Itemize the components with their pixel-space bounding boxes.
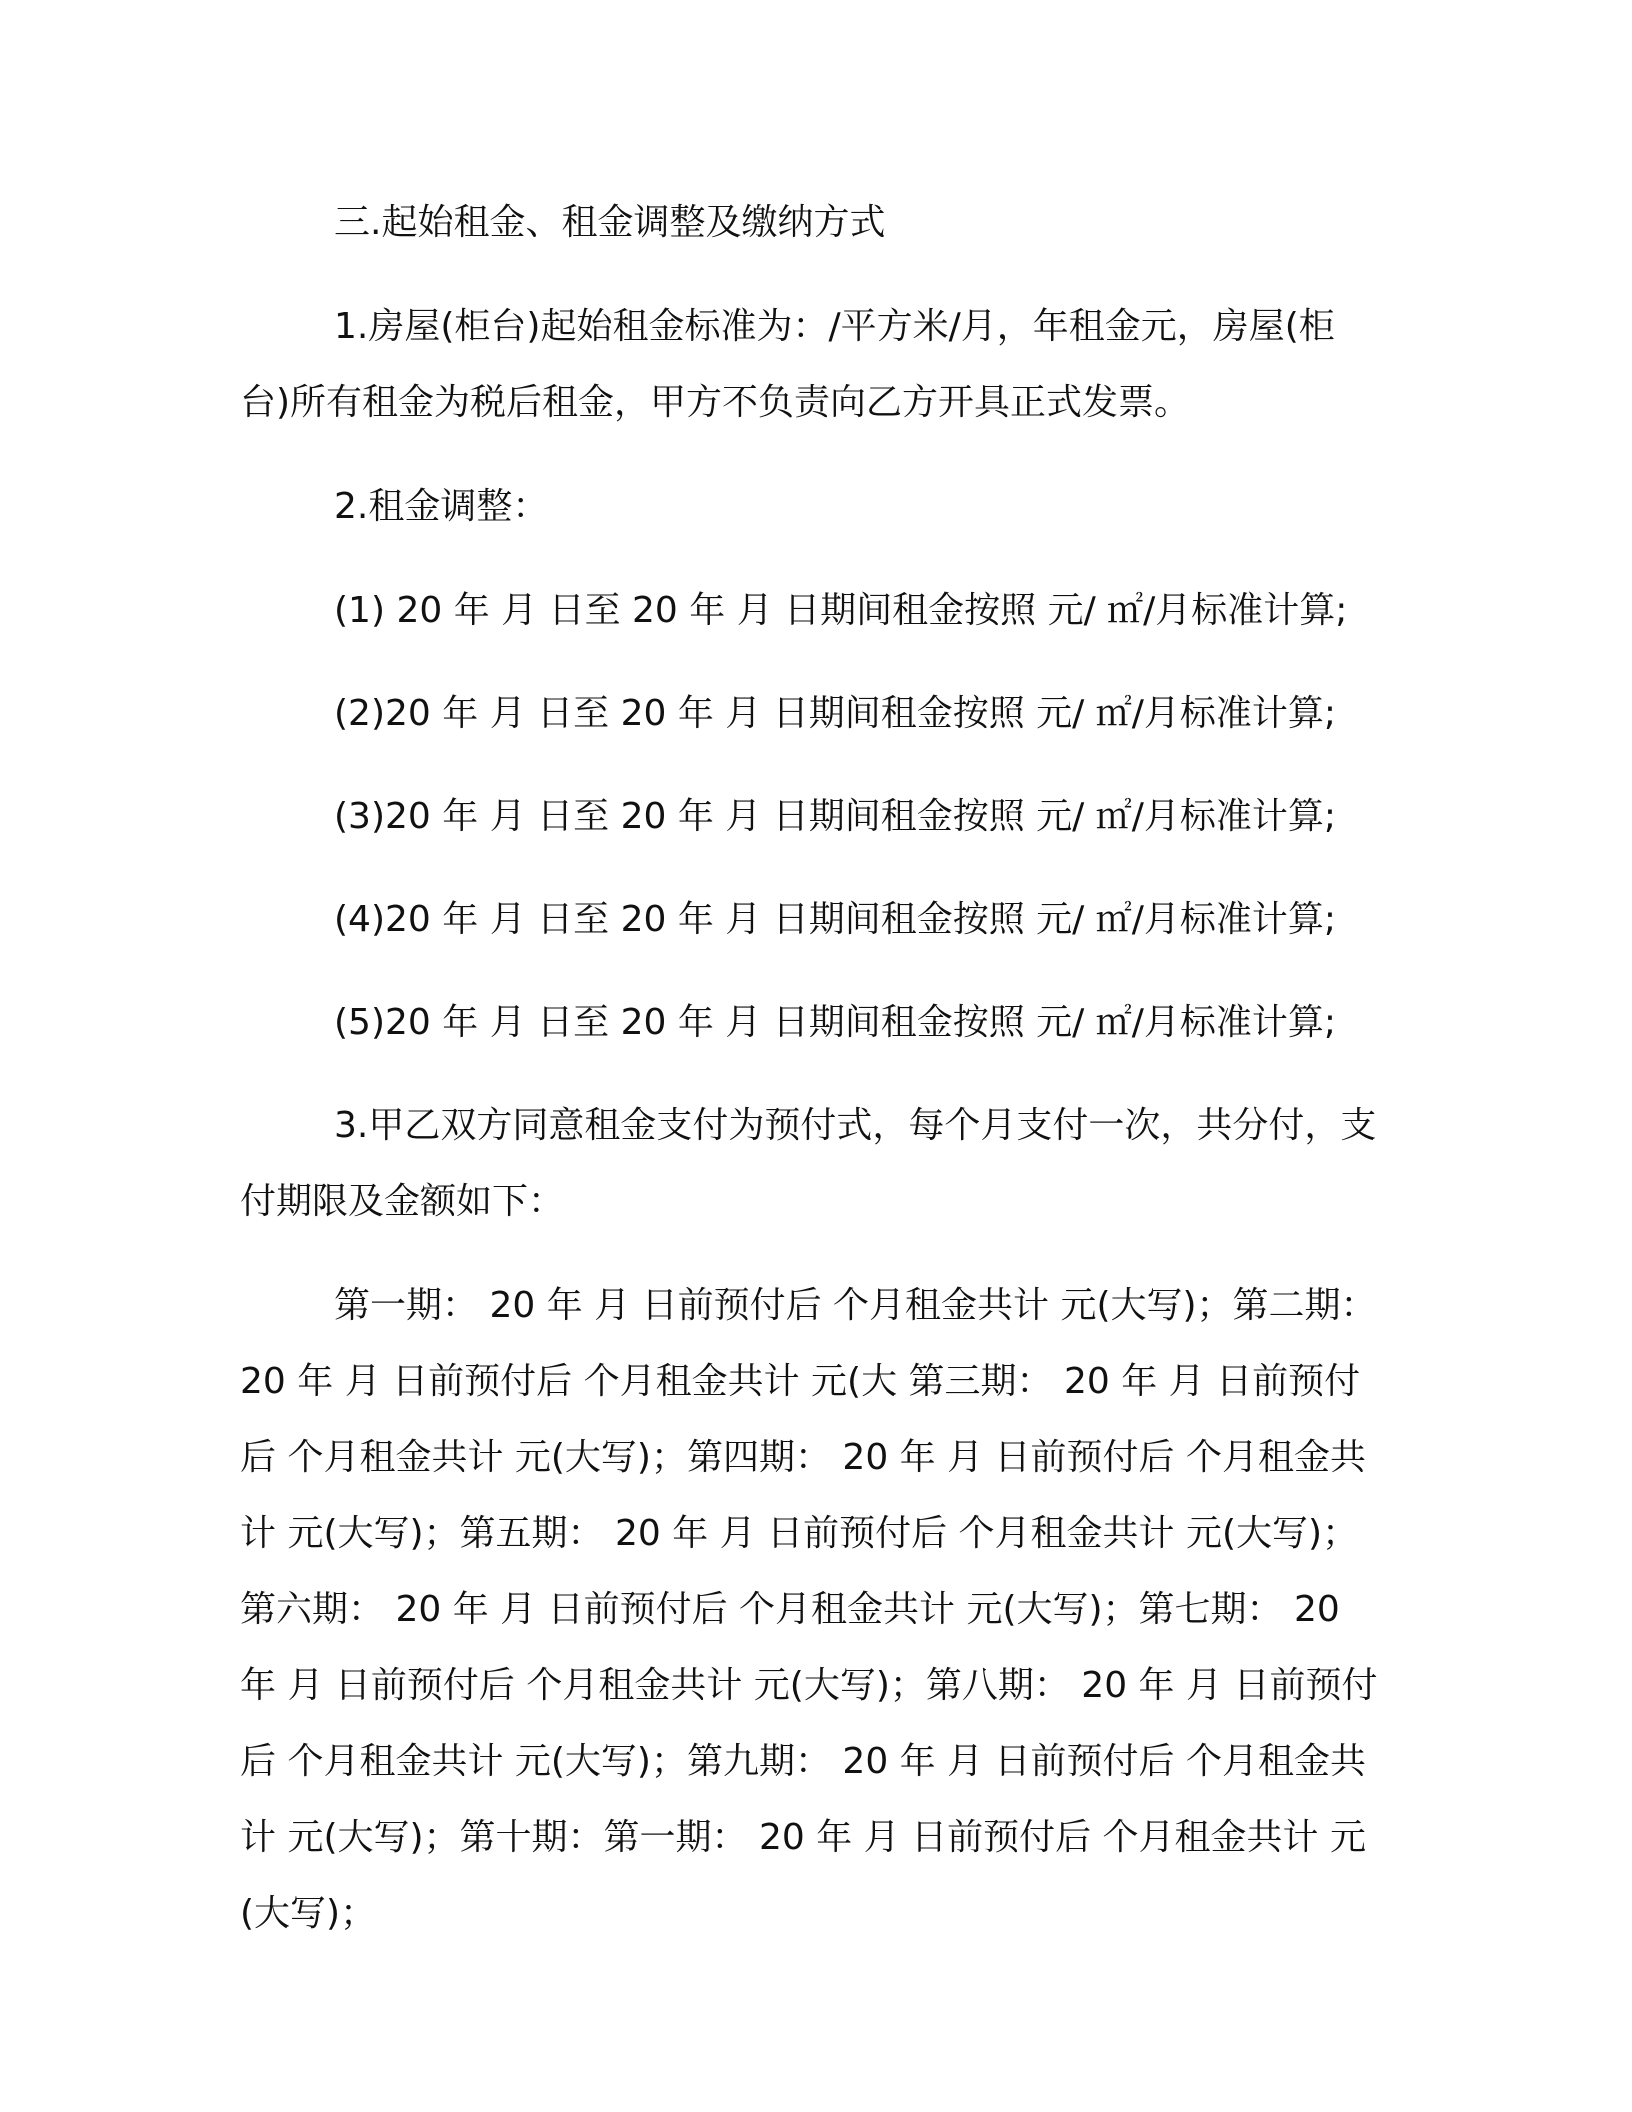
document-page [240, 185, 1380, 1952]
adjustment-item-5: (5)20 年 月 日至 20 年 月 日期间租金按照 元/ ㎡/月标准计算; [334, 1002, 1336, 1043]
adjustment-item-4: (4)20 年 月 日至 20 年 月 日期间租金按照 元/ ㎡/月标准计算; [334, 899, 1336, 940]
adjustment-item-3: (3)20 年 月 日至 20 年 月 日期间租金按照 元/ ㎡/月标准计算; [334, 796, 1336, 837]
paragraph-rent-adjustment-title: 2.租金调整： [334, 486, 549, 527]
adjustment-item-2: (2)20 年 月 日至 20 年 月 日期间租金按照 元/ ㎡/月标准计算; [334, 693, 1336, 734]
adjustment-item-1: (1) 20 年 月 日至 20 年 月 日期间租金按照 元/ ㎡/月标准计算; [334, 590, 1348, 631]
section-heading: 三.起始租金、租金调整及缴纳方式 [334, 202, 886, 243]
paragraph-initial-rent: 1.房屋(柜台)起始租金标准为：/平方米/月，年租金元，房屋(柜台)所有租金为税后租金，甲方不负责向乙方开具正式发票。 [240, 306, 1335, 423]
paragraph-payment-method: 3.甲乙双方同意租金支付为预付式，每个月支付一次，共分付，支付期限及金额如下： [240, 1105, 1377, 1222]
paragraph-payment-schedule: 第一期： 20 年 月 日前预付后 个月租金共计 元(大写)；第二期： 20 年 月 日前预付后 个月租金共计 元(大 第三期： 20 年 月 日前预付后 个月租金共计 元(大写)；第四期： 20 年 月 日前预付后 个月租金共计 元(大写)；第五期： 20 年 月 日前预付后 个月租金共计 元(大写)；第六期： 20 年 月 日前预付后 个月租金共计 元(大写)；第七期： 20 年 月 日前预付后 个月租金共计 元(大写)；第八期： 20 年 月 日前预付后 个月租金共计 元(大写)；第九期： 20 年 月 日前预付后 个月租金共计 元(大写)；第十期：第一期： 20 年 月 日前预付后 个月租金共计 元(大写)； [240, 1285, 1378, 1934]
